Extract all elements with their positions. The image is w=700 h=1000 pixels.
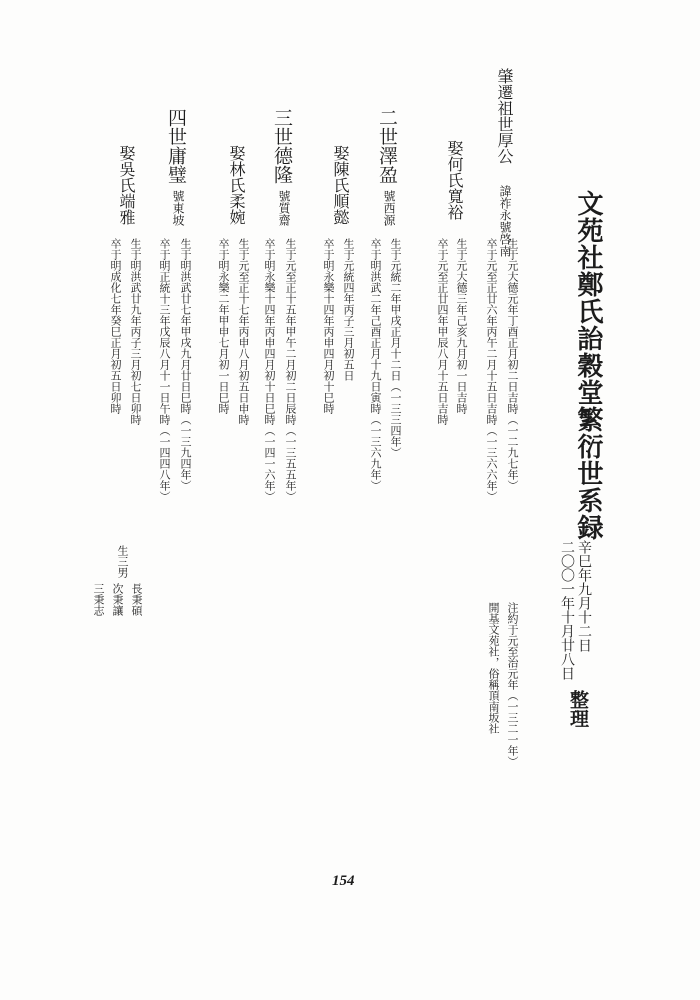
gen2-head: 二世澤盈 [376, 108, 398, 184]
gen1-note-b: 開基文苑社，俗稱頂南坂社 [487, 602, 500, 734]
gen3-head: 三世德隆 [271, 108, 293, 184]
gen1-wife-birth: 生于元大德三年己亥九月初一日吉時 [455, 238, 468, 414]
gen4-son-1: 長秉碩 [130, 583, 143, 616]
gen2-wife-birth: 生于元統四年丙子三月初五日 [342, 238, 355, 381]
date-solar: 二〇〇一年十月廿八日 [559, 540, 575, 680]
gen3-death: 卒于明永樂十四年丙申四月初十日巳時（一四一六年） [263, 238, 276, 502]
gen1-wife-death: 卒于元至正廿四年甲辰八月十五日吉時 [436, 238, 449, 425]
gen4-hao: 號東坡 [171, 190, 185, 226]
gen1-head-note: 諱祚永號啓南 [498, 185, 512, 257]
gen4-son-2: 次秉讓 [111, 583, 124, 616]
gen3-hao: 號質齋 [277, 190, 291, 226]
gen1-birth: 生于元大德元年丁酉正月初二日吉時（一二九七年） [506, 238, 519, 491]
gen1-note-a: 注約于元至治元年（一三二一年） [506, 602, 519, 767]
gen4-wife-death: 卒于明成化七年癸巳正月初五日卯時 [109, 238, 122, 414]
page-number: 154 [332, 873, 355, 889]
gen4-wife-birth: 生于明洪武廿九年丙子三月初七日卯時 [129, 238, 142, 425]
gen4-sons-intro: 生三男 [116, 545, 129, 578]
date-lunar: 辛巳年九月十二日 [576, 540, 592, 652]
gen4-son-3: 三秉志 [92, 583, 105, 616]
gen3-wife-birth: 生于元至正十七年丙申八月初五日申時 [237, 238, 250, 425]
gen4-death: 卒于明正統十三年戊辰八月十一日午時（一四四八年） [158, 238, 171, 502]
gen3-wife: 娶林氏柔婉 [227, 145, 246, 225]
gen4-head: 四世庸璧 [165, 108, 187, 184]
gen3-birth: 生于元至正十五年甲午二月初二日辰時（一三五五年） [284, 238, 297, 502]
gen1-death: 卒于元至正廿六年丙午二月十五日吉時（一三六六年） [485, 238, 498, 502]
gen2-death: 卒于明洪武二年己酉正月十九日寅時（一三六九年） [369, 238, 382, 491]
gen1-wife: 娶何氏寬裕 [445, 140, 464, 220]
gen2-birth: 生于元統二年甲戌正月十二日（一三三四年） [389, 238, 402, 458]
gen3-wife-death: 卒于明永樂二年甲申七月初一日巳時 [217, 238, 230, 414]
gen4-wife: 娶吳氏端雅 [117, 145, 136, 225]
gen4-birth: 生于明洪武廿七年甲戌九月廿日巳時（一三九四年） [179, 238, 192, 491]
gen1-head: 肇遷祖世厚公 [495, 68, 514, 164]
gen2-wife-death: 卒于明永樂十四年丙申四月初十巳時 [322, 238, 335, 414]
page-title: 文苑社鄭氏詒穀堂繁衍世系録 [573, 190, 603, 541]
gen2-hao: 號西源 [382, 190, 396, 226]
gen2-wife: 娶陳氏順懿 [331, 145, 350, 225]
compiled-label: 整理 [567, 690, 589, 728]
